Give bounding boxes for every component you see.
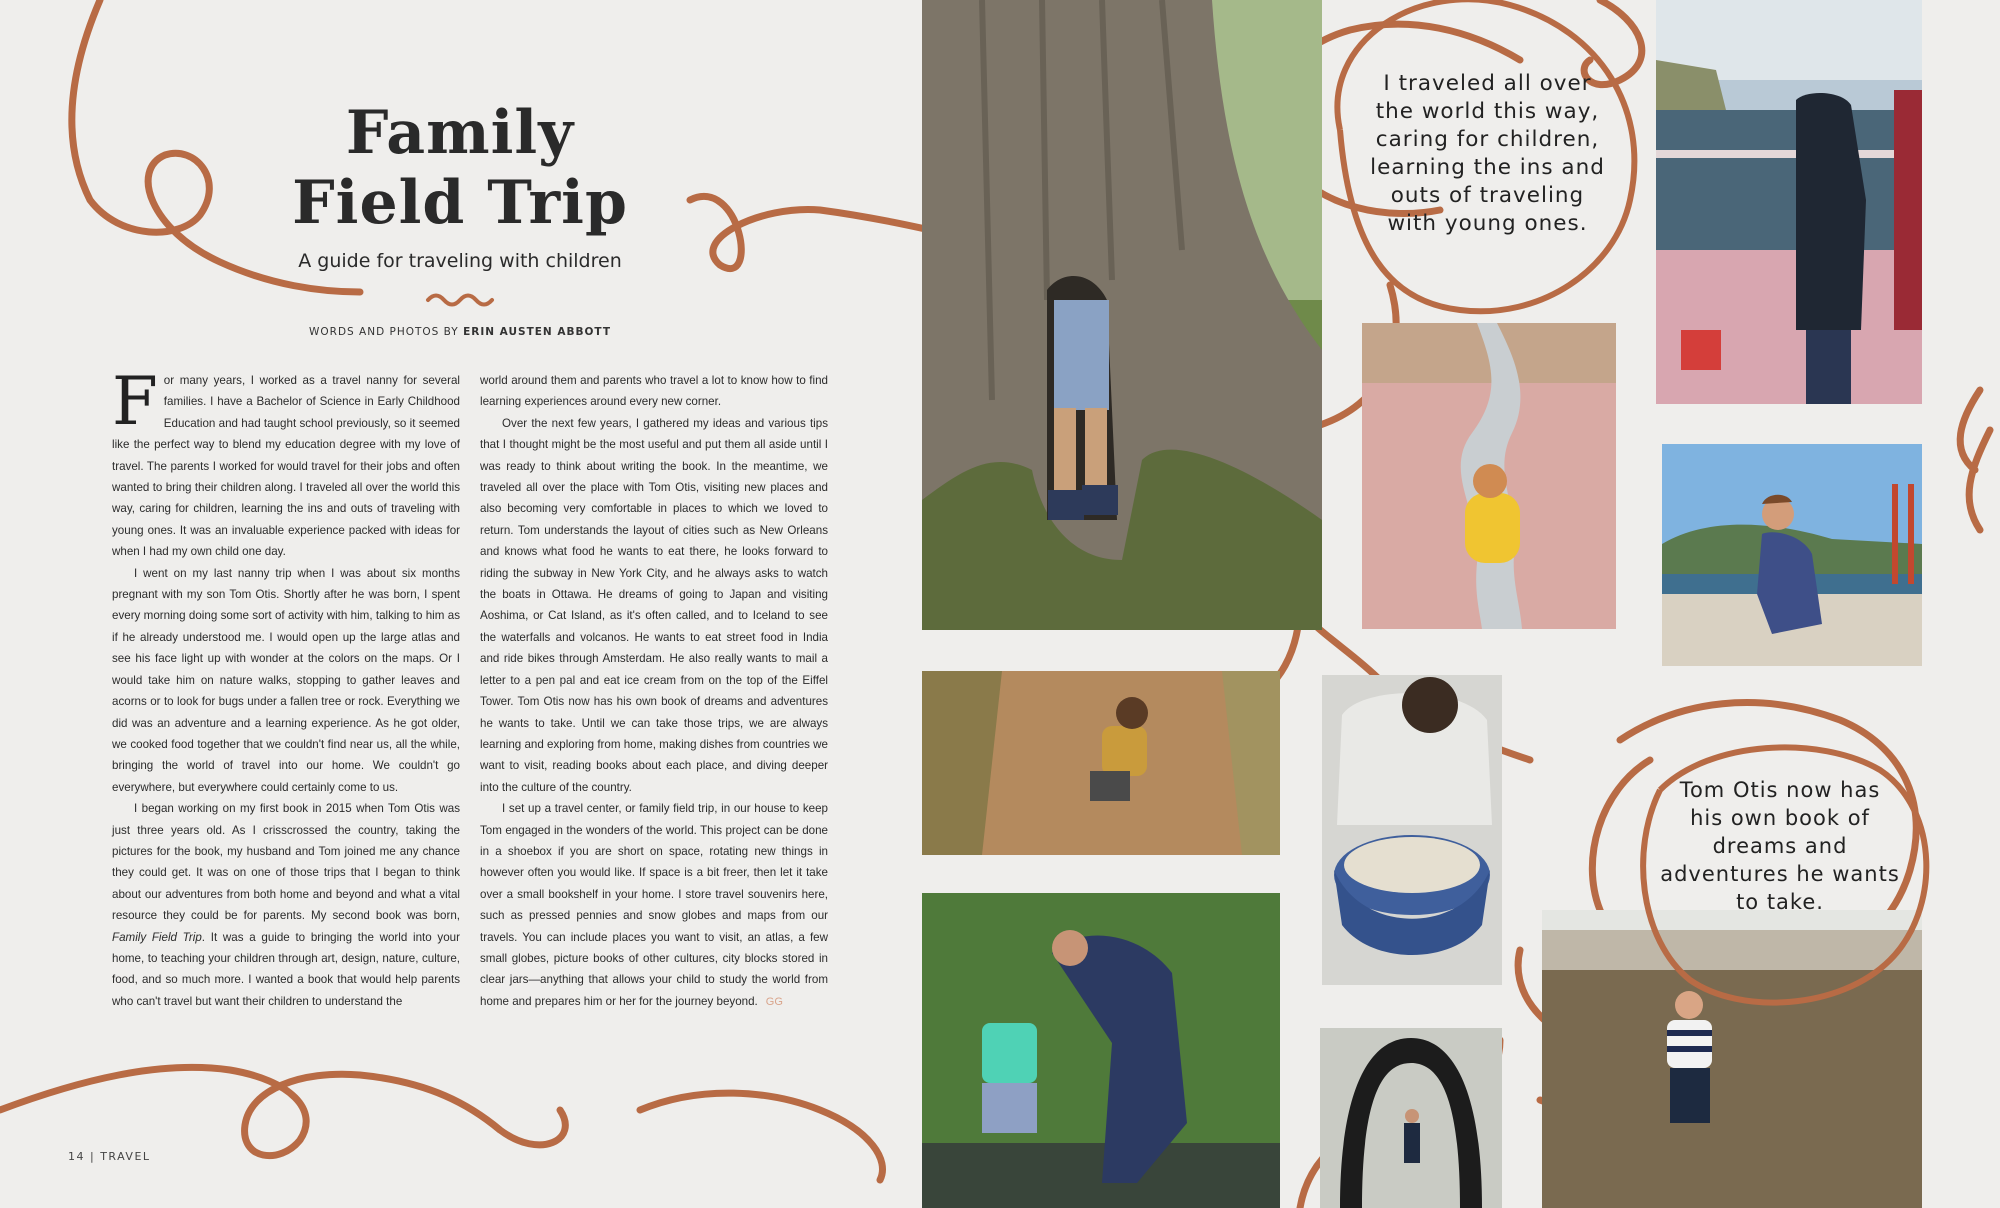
paragraph: I went on my last nanny trip when I was about six months pregnant with my son Tom Otis. Shortly after he was born, I spent every morning doing some sort of activity with him, talking to him as if he already understood me. I would open up the large atlas and see his face light up with wonder at the colors on the maps. Or I would take him on nature walks, stopping to gather leaves and acorns or to look for bugs under a fallen tree or rock. Everything we did was an adventure and a learning experience. As he got older, we cooked food together that we couldn't find near us, all the while, bringing the world of travel into our home. We couldn't go everywhere, but everywhere could certainly come to us. bbox=[112, 566, 460, 794]
wave-divider-icon bbox=[424, 290, 504, 310]
article-subtitle: A guide for traveling with children bbox=[298, 250, 622, 272]
photo-tree-hiding bbox=[922, 0, 1322, 630]
page-footer: 14 | TRAVEL bbox=[68, 1150, 151, 1163]
photo-boat-waterfall bbox=[1656, 0, 1922, 404]
paragraph: I began working on my first book in 2015 when Tom Otis was just three years old. As I crisscrossed the country, taking the pictures for the book, my husband and Tom joined me any chance they could get. It was on one of those trips that I began to think about our adventures from both home and beyond and what a vital resource they could be for parents. My second book was born, Family Field Trip. It was a guide to bringing the world into your home, to teaching your children through art, design, nature, culture, food, and so much more. I wanted a book that would help parents who can't travel but want their children to understand the bbox=[112, 802, 460, 1008]
title-line-2: Field Trip bbox=[292, 168, 628, 238]
pull-quote-2: Tom Otis now has his own book of dreams and adventures he wants to take. bbox=[1660, 778, 1900, 914]
photo-father-son-creek bbox=[922, 893, 1280, 1208]
photo-boy-golden-gate bbox=[1662, 444, 1922, 666]
photo-sculpture-tunnel bbox=[1320, 1028, 1502, 1208]
paragraph: Over the next few years, I gathered my ideas and various tips that I thought might be the most useful and put them all aside until I was ready to think about writing the book. In the meantime, we traveled all over the place with Tom Otis, visiting new places and also becoming very comfortable in places to which we loved to return. Tom understands the layout of cities such as New Orleans and knows what food he wants to eat there, he looks forward to riding the subway in New York City, and he always asks to watch the boats in Ottawa. He dreams of going to Japan and visiting Aoshima, or Cat Island, as it's often called, and to Iceland to see the waterfalls and volcanos. He wants to eat street food in India and ride bikes through Amsterdam. He also really wants to mail a letter to a pen pal and eat ice cream from on the top of the Eiffel Tower. Tom Otis now has his own book of dreams and adventures he wants to take. Until we can take those trips, we are always learning and exploring from home, making dishes from countries we want to visit, reading books about each place, and diving deeper into the culture of the country. bbox=[480, 416, 828, 794]
pull-quote-1: I traveled all over the world this way, caring for children, learning the ins and outs of traveling with young ones. bbox=[1370, 71, 1605, 236]
byline-prefix: WORDS AND PHOTOS BY bbox=[309, 326, 459, 338]
title-line-1: Family bbox=[345, 98, 575, 168]
drop-cap: F bbox=[112, 363, 158, 440]
article-title bbox=[240, 98, 680, 238]
byline-author: ERIN AUSTEN ABBOTT bbox=[463, 326, 611, 338]
photo-child-cooking bbox=[1322, 675, 1502, 985]
paragraph: I set up a travel center, or family field trip, in our house to keep Tom engaged in the wonders of the world. This project can be done in a shoebox if you are short on space, rotating new things in however often you would like. If space is a bit freer, then let it take over a small bookshelf in your home. I store travel souvenirs here, such as pressed pennies and snow globes and maps from our travels. You can include places you want to visit, an atlas, a few small globes, picture books of other cultures, city blocks stored in clear jars—anything that allows your child to study the world from home and prepares him or her for the journey beyond. GG bbox=[480, 802, 828, 1008]
photo-child-slide bbox=[1362, 323, 1616, 629]
paragraph: world around them and parents who travel a lot to know how to find learning experiences around every new corner. bbox=[480, 374, 828, 409]
body-column-2 bbox=[480, 370, 828, 1013]
book-title: Family Field Trip bbox=[112, 930, 202, 944]
end-initials: GG bbox=[765, 995, 783, 1008]
paragraph: For many years, I worked as a travel nanny for several families. I have a Bachelor of Science in Early Childhood Education and had taught school previously, so it seemed like the perfect way to blend my education degree with my love of travel. The parents I worked for would travel for their jobs and often wanted to bring their children along. I traveled all over the world this way, caring for children, learning the ins and outs of traveling with young ones. It was an invaluable experience packed with ideas for when I had my own child one day. bbox=[112, 363, 460, 559]
body-column-1 bbox=[112, 363, 460, 1012]
photo-child-digging bbox=[922, 671, 1280, 855]
byline bbox=[240, 326, 680, 338]
